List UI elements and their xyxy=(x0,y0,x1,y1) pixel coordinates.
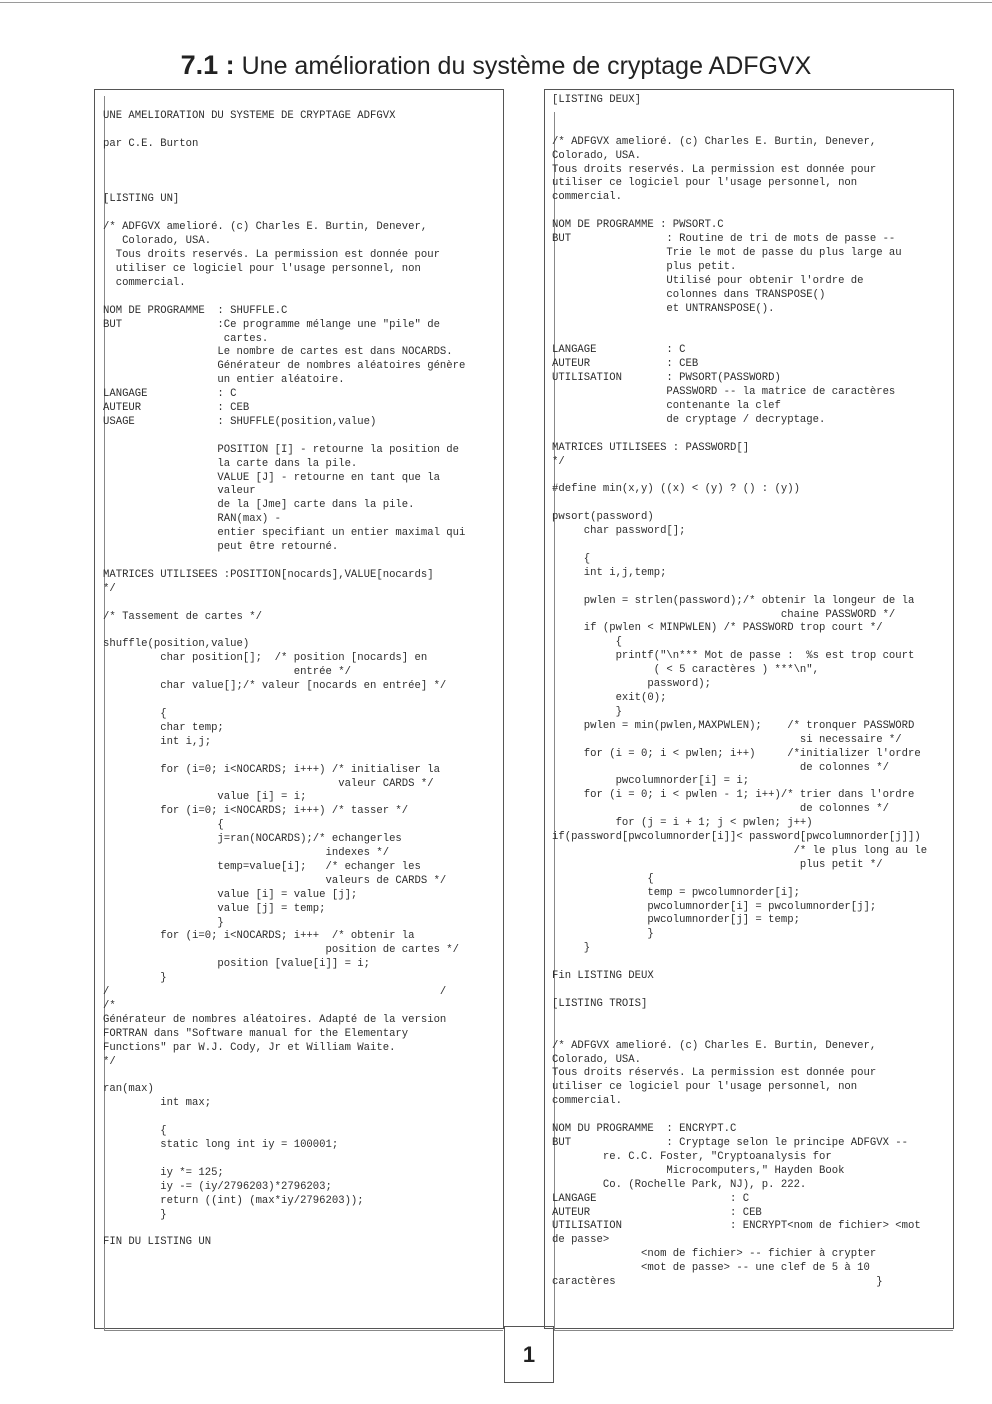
top-rule xyxy=(0,2,992,3)
listing-un-text: UNE AMELIORATION DU SYSTEME DE CRYPTAGE ADFGVX par C.E. Burton [LISTING UN] /* ADFGVX amelioré. (c) Charles E. Burtin, Denever, Colorado, USA. Tous droits reservés. La permission est donnée pour utiliser ce logiciel pour l'usage personnel, non commercial. NOM DE PROGRAMME : SHUFFLE.C BUT :Ce programme mélange une "pile" de cartes. Le nombre de cartes est dans NOCARDS. Générateur de nombres aléatoires génère un entier aléatoire. LANGAGE : C AUTEUR : CEB USAGE : SHUFFLE(position,value) POSITION [I] - retourne la position de la carte dans la pile. VALUE [J] - retourne en tant que la valeur de la [Jme] carte dans la pile. RAN(max) - entier specifiant un entier maximal qui peut être retourné. MATRICES UTILISEES :POSITION[nocards],VALUE[nocards] */ /* Tassement de cartes */ shuffle(position,value) char position[]; /* position [nocards] en entrée */ char value[];/* valeur [nocards en entrée] */ { char temp; int i,j; for (i=0; i<NOCARDS; i+++) /* initialiser la valeur CARDS */ value [i] = i; for (i=0; i<NOCARDS; i+++) /* tasser */ { j=ran(NOCARDS);/* echangerles indexes */ temp=value[i]; /* echanger les valeurs de CARDS */ value [i] = value [j]; value [j] = temp; } for (i=0; i<NOCARDS; i+++ /* obtenir la position de cartes */ position [value[i]] = i; } / / /* Générateur de nombres aléatoires. Adapté de la version FORTRAN dans "Software manual for the Elementary Functions" par W.J. Cody, Jr et William Waite. */ ran(max) int max; { static long int iy = 100001; iy *= 125; iy -= (iy/2796203)*2796203; return ((int) (max*iy/2796203)); } FIN DU LISTING UN xyxy=(103,110,466,1249)
title-number: 7.1 : xyxy=(180,50,235,80)
page-title xyxy=(0,50,992,81)
title-text: Une amélioration du système de cryptage ADFGVX xyxy=(241,52,812,80)
page-number: 1 xyxy=(522,1341,536,1367)
page-number-box xyxy=(504,1326,554,1383)
listing-deux-trois-text: [LISTING DEUX] /* ADFGVX amelioré. (c) Charles E. Burtin, Denever, Colorado, USA. Tous droits reservés. La permission est donnée pour utiliser ce logiciel pour l'usage personnel, non commercial. NOM DE PROGRAMME : PWSORT.C BUT : Routine de tri de mots de passe -- Trie le mot de passe du plus large au plus petit. Utilisé pour obtenir l'ordre de colonnes dans TRANSPOSE() et UNTRANSPOSE(). LANGAGE : C AUTEUR : CEB UTILISATION : PWSORT(PASSWORD) PASSWORD -- la matrice de caractères contenante la clef de cryptage / decryptage. MATRICES UTILISEES : PASSWORD[] */ #define min(x,y) ((x) < (y) ? () : (y)) pwsort(password) char password[]; { int i,j,temp; pwlen = strlen(password);/* obtenir la longeur de la chaine PASSWORD */ if (pwlen < MINPWLEN) /* PASSWORD trop court */ { printf("\n*** Mot de passe : %s est trop court ( < 5 caractères ) ***\n", password); exit(0); } pwlen = min(pwlen,MAXPWLEN); /* tronquer PASSWORD si necessaire */ for (i = 0; i < pwlen; i++) /*initializer l'ordre de colonnes */ pwcolumnorder[i] = i; for (i = 0; i < pwlen - 1; i++)/* trier dans l'ordre de colonnes */ for (j = i + 1; j < pwlen; j++) if(password[pwcolumnorder[i]]< password[pwcolumnorder[j]]) /* le plus long au le plus petit */ { temp = pwcolumnorder[i]; pwcolumnorder[i] = pwcolumnorder[j]; pwcolumnorder[j] = temp; } } Fin LISTING DEUX [LISTING TROIS] /* ADFGVX amelioré. (c) Charles E. Burtin, Denever, Colorado, USA. Tous droits réservés. La permission est donnée pour utiliser ce logiciel pour l'usage personnel, non commercial. NOM DU PROGRAMME : ENCRYPT.C BUT : Cryptage selon le principe ADFGVX -- re. C.C. Foster, "Cryptoanalysis for Microcomputers," Hayden Book Co. (Rochelle Park, NJ), p. 222. LANGAGE : C AUTEUR : CEB UTILISATION : ENCRYPT<nom de fichier> <mot de passe> <nom de fichier> -- fichier à crypter <mot de passe> -- une clef de 5 à 10 caractères } xyxy=(552,94,928,1289)
